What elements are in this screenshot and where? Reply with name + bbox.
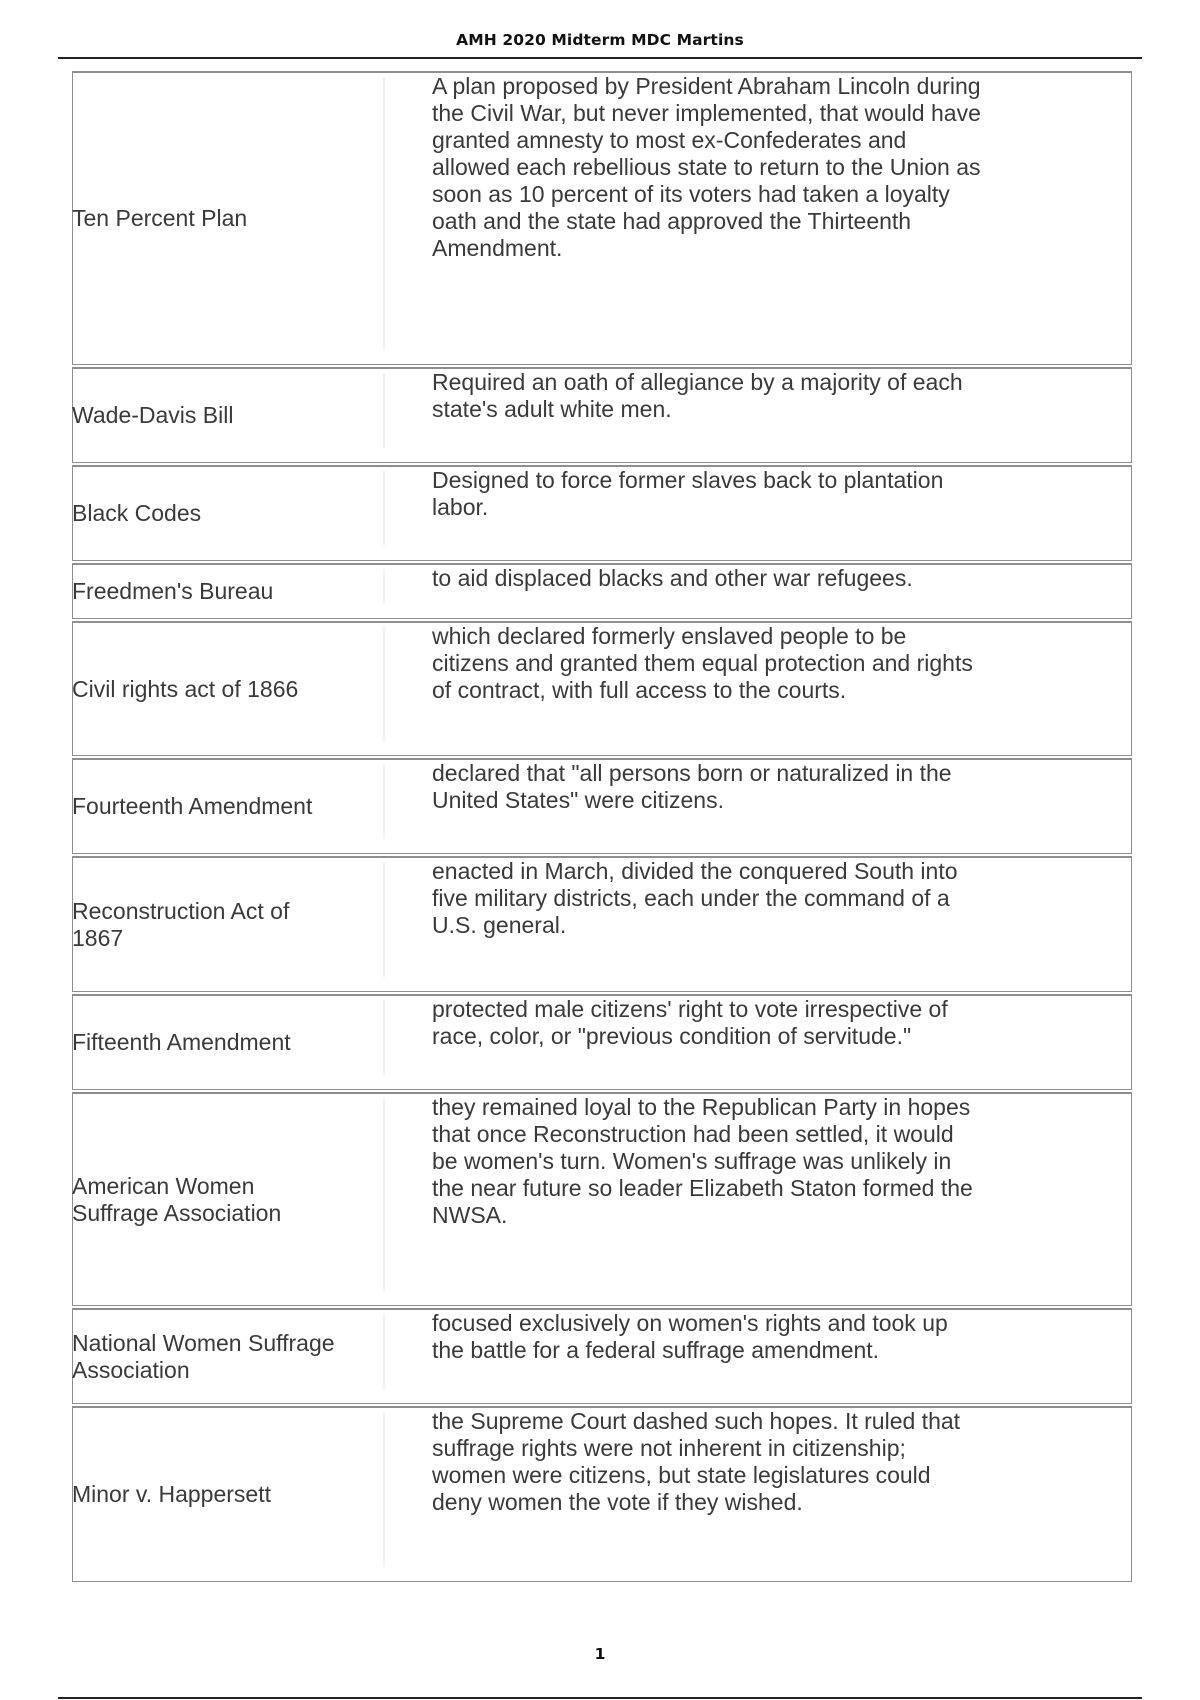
- definition-cell: [385, 1094, 1131, 1305]
- definition-text: protected male citizens' right to vote irrespective of race, color, or "previous condition of servitude.": [432, 996, 948, 1049]
- definition-cell: [385, 369, 1131, 462]
- definition-cell: [385, 565, 1131, 618]
- definition-cell: [385, 1310, 1131, 1403]
- term-cell: [73, 467, 383, 560]
- definition-cell: [385, 760, 1131, 853]
- term-cell: [73, 623, 383, 755]
- term-cell: [73, 73, 383, 364]
- card-row: [72, 1308, 1132, 1404]
- definition-cell: [385, 623, 1131, 755]
- definition-text: Required an oath of allegiance by a majority of each state's adult white men.: [432, 369, 963, 422]
- card-row: [72, 71, 1132, 365]
- term-cell: [73, 1310, 383, 1403]
- definition-text: enacted in March, divided the conquered South into five military districts, each under the command of a U.S. general.: [432, 858, 958, 938]
- footer-rule: [58, 1697, 1142, 1699]
- term-text: Fifteenth Amendment: [72, 1029, 291, 1055]
- card-row: [72, 1092, 1132, 1306]
- card-row: [72, 621, 1132, 756]
- definition-cell: [385, 467, 1131, 560]
- definition-cell: [385, 858, 1131, 991]
- term-text: Wade-Davis Bill: [72, 402, 234, 428]
- term-text: Ten Percent Plan: [72, 205, 248, 231]
- term-text: Minor v. Happersett: [72, 1481, 271, 1507]
- term-cell: [73, 1094, 383, 1305]
- card-row: [72, 1406, 1132, 1582]
- term-cell: [73, 996, 383, 1089]
- term-cell: [73, 760, 383, 853]
- definition-text: the Supreme Court dashed such hopes. It ruled that suffrage rights were not inherent in citizenship; women were citizens, but state legislatures could deny women the vote if they wished.: [432, 1408, 961, 1515]
- term-text: American Women Suffrage Association: [72, 1172, 282, 1226]
- term-cell: [73, 369, 383, 462]
- term-text: National Women Suffrage Association: [72, 1329, 335, 1383]
- card-row: [72, 758, 1132, 854]
- header-rule: [58, 57, 1142, 59]
- definition-text: declared that "all persons born or naturalized in the United States" were citizens.: [432, 760, 952, 813]
- term-cell: [73, 565, 383, 618]
- term-text: Freedmen's Bureau: [72, 578, 274, 604]
- definition-cell: [385, 1408, 1131, 1581]
- page-header-title: AMH 2020 Midterm MDC Martins: [456, 31, 744, 49]
- definition-text: which declared formerly enslaved people to be citizens and granted them equal protection and rights of contract, with full access to the courts.: [432, 623, 973, 703]
- term-cell: [73, 858, 383, 991]
- definition-cell: [385, 73, 1131, 364]
- term-cell: [73, 1408, 383, 1581]
- definition-text: A plan proposed by President Abraham Lincoln during the Civil War, but never implemented, that would have granted amnesty to most ex-Confederates and allowed each rebellious state to return to the Union as soon as 10 percent of its voters had taken a loyalty oath and the state had approved the Thirteenth Amendment.: [432, 73, 981, 261]
- card-row: [72, 465, 1132, 561]
- card-row: [72, 367, 1132, 463]
- card-row: [72, 563, 1132, 619]
- term-text: Civil rights act of 1866: [72, 675, 299, 702]
- term-text: Fourteenth Amendment: [72, 793, 313, 819]
- definition-text: to aid displaced blacks and other war refugees.: [432, 565, 913, 591]
- page-number: 1: [594, 1645, 606, 1663]
- card-row: [72, 856, 1132, 992]
- definition-text: they remained loyal to the Republican Party in hopes that once Reconstruction had been settled, it would be women's turn. Women's suffrage was unlikely in the near future so leader Elizabeth Staton formed the NWSA.: [432, 1094, 973, 1228]
- term-text: Reconstruction Act of 1867: [72, 897, 290, 951]
- definition-cell: [385, 996, 1131, 1089]
- term-text: Black Codes: [72, 500, 202, 526]
- card-row: [72, 994, 1132, 1090]
- flashcard-table: [72, 71, 1132, 1584]
- definition-text: focused exclusively on women's rights and took up the battle for a federal suffrage amendment.: [432, 1310, 948, 1363]
- definition-text: Designed to force former slaves back to plantation labor.: [432, 467, 944, 520]
